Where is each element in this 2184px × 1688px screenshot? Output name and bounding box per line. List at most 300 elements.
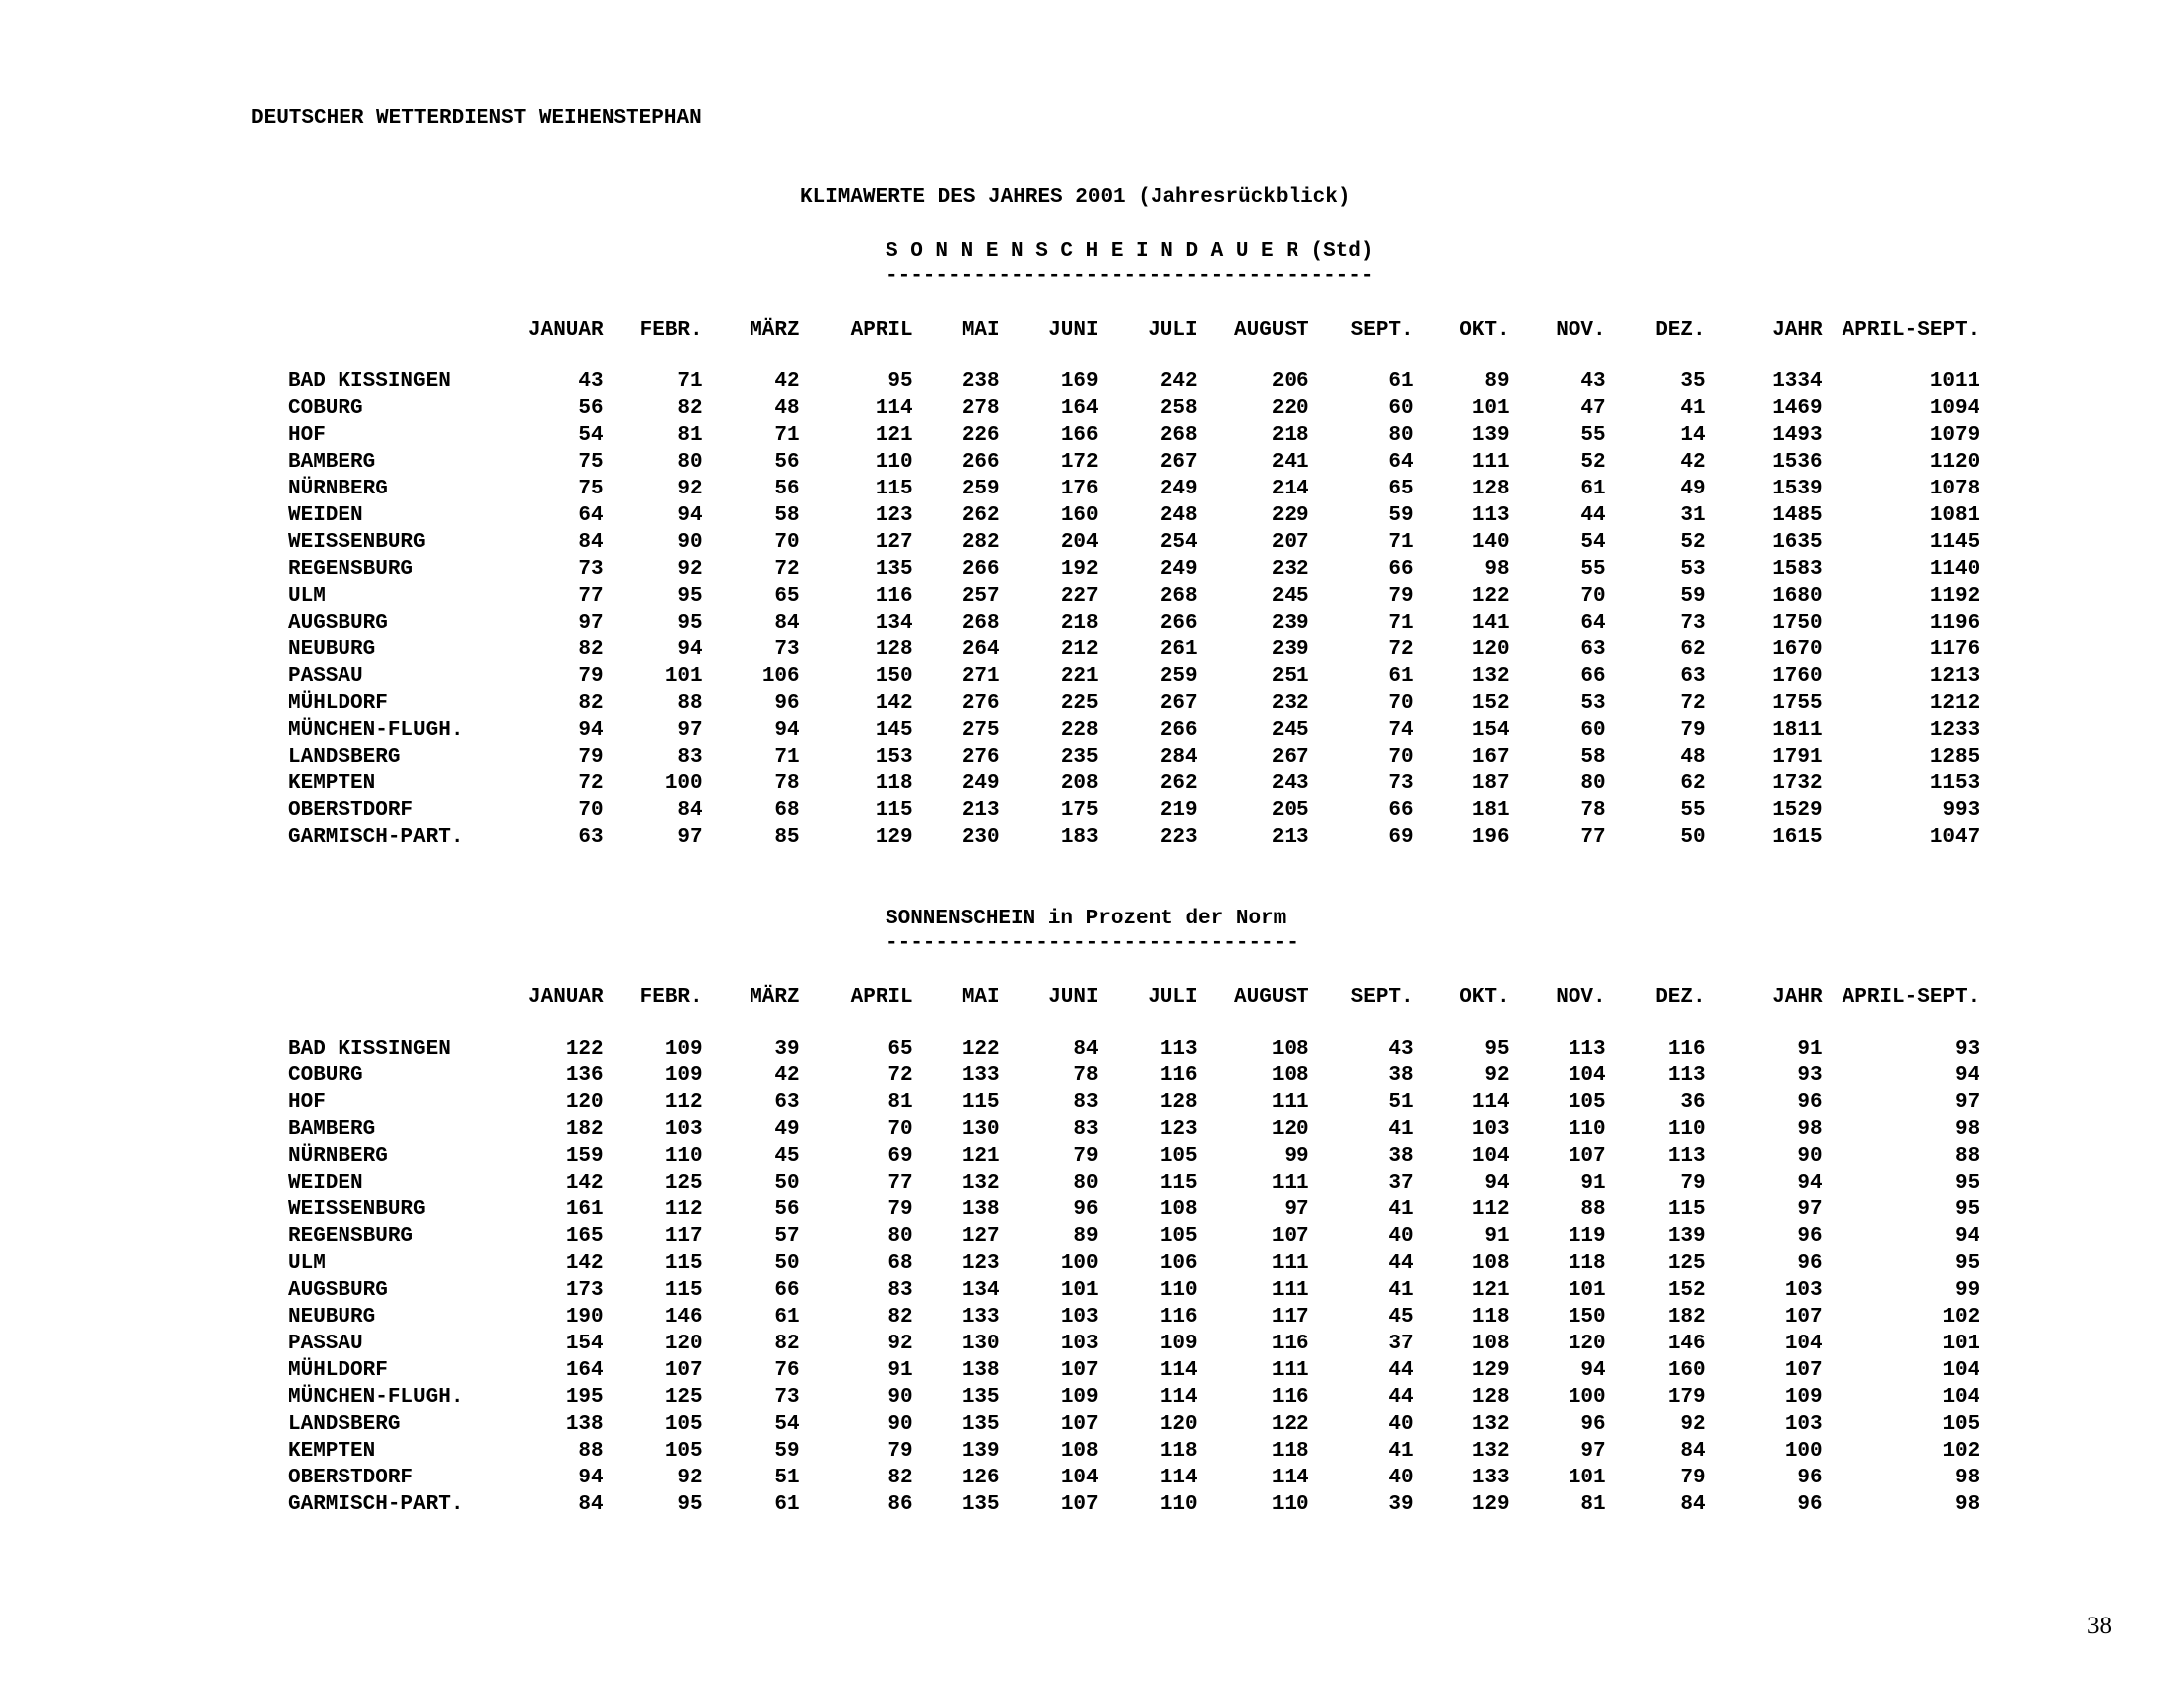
- table-cell: 113: [1667, 1064, 1706, 1087]
- table-cell: 116: [1271, 1333, 1309, 1355]
- table-cell: 122: [565, 1038, 604, 1060]
- table-cell: 55: [1580, 558, 1606, 581]
- table-cell: 95: [677, 585, 703, 608]
- table-cell: 50: [1680, 826, 1706, 849]
- table-cell: 187: [1471, 773, 1510, 795]
- table-cell: 64: [1580, 612, 1606, 634]
- table-cell: 164: [565, 1359, 604, 1382]
- table-cell: 88: [578, 1440, 604, 1463]
- table-cell: 249: [1160, 478, 1198, 500]
- table-row: [288, 663, 1979, 690]
- table-cell: 115: [1667, 1198, 1706, 1221]
- table-cell: 110: [1271, 1493, 1309, 1516]
- table-cell: 100: [1784, 1440, 1823, 1463]
- table-cell: 76: [774, 1359, 800, 1382]
- table-cell: 221: [1060, 665, 1099, 688]
- table-cell: 1539: [1772, 478, 1823, 500]
- table-cell: 1529: [1772, 799, 1823, 822]
- table-cell: 120: [565, 1091, 604, 1114]
- table-cell: 993: [1942, 799, 1980, 822]
- table-cell: 120: [1271, 1118, 1309, 1141]
- table-cell: 82: [774, 1333, 800, 1355]
- table-cell: 115: [875, 478, 913, 500]
- table-cell: 113: [1160, 1038, 1198, 1060]
- table-cell: 51: [1388, 1091, 1414, 1114]
- table-cell: 181: [1471, 799, 1510, 822]
- table-cell: 97: [1797, 1198, 1823, 1221]
- table-cell: 53: [1580, 692, 1606, 715]
- table-cell: 136: [565, 1064, 604, 1087]
- table-cell: 90: [887, 1386, 913, 1409]
- table-cell: 95: [677, 1493, 703, 1516]
- table-cell: 1811: [1772, 719, 1823, 742]
- table-row: [288, 1089, 1979, 1116]
- table-row: [288, 529, 1979, 556]
- table-cell: 232: [1271, 692, 1309, 715]
- table-cell: 96: [1797, 1091, 1823, 1114]
- station-name: WEISSENBURG: [288, 1198, 426, 1221]
- column-header: OKT.: [1459, 986, 1510, 1009]
- table-cell: 259: [1160, 665, 1198, 688]
- column-header: SEPT.: [1350, 319, 1414, 342]
- table-row: [288, 395, 1979, 422]
- table-cell: 138: [961, 1359, 1000, 1382]
- table-cell: 150: [1568, 1306, 1606, 1329]
- table-row: [288, 797, 1979, 824]
- table-cell: 150: [875, 665, 913, 688]
- station-name: AUGSBURG: [288, 612, 388, 634]
- table-cell: 91: [1484, 1225, 1510, 1248]
- station-name: BAD KISSINGEN: [288, 1038, 451, 1060]
- table-cell: 54: [1580, 531, 1606, 554]
- table-cell: 249: [961, 773, 1000, 795]
- table-cell: 65: [887, 1038, 913, 1060]
- table-cell: 1536: [1772, 451, 1823, 474]
- table-cell: 37: [1388, 1333, 1414, 1355]
- table-cell: 51: [774, 1467, 800, 1489]
- table-cell: 111: [1271, 1279, 1309, 1302]
- table-cell: 77: [1580, 826, 1606, 849]
- table-cell: 39: [1388, 1493, 1414, 1516]
- table-cell: 112: [664, 1091, 703, 1114]
- table-cell: 111: [1471, 451, 1510, 474]
- table-cell: 259: [961, 478, 1000, 500]
- table-row: [288, 502, 1979, 529]
- table-cell: 109: [664, 1064, 703, 1087]
- station-name: BAD KISSINGEN: [288, 370, 451, 393]
- table-cell: 79: [1680, 719, 1706, 742]
- table-cell: 70: [1388, 746, 1414, 769]
- table-cell: 70: [774, 531, 800, 554]
- station-name: LANDSBERG: [288, 1413, 401, 1436]
- table-cell: 116: [1160, 1306, 1198, 1329]
- table-cell: 42: [1680, 451, 1706, 474]
- column-header: AUGUST: [1234, 319, 1309, 342]
- table-cell: 122: [961, 1038, 1000, 1060]
- table-cell: 108: [1060, 1440, 1099, 1463]
- table-cell: 71: [1388, 612, 1414, 634]
- table-cell: 73: [578, 558, 604, 581]
- table-cell: 218: [1271, 424, 1309, 447]
- table-cell: 130: [961, 1118, 1000, 1141]
- table-cell: 128: [875, 638, 913, 661]
- table-cell: 262: [1160, 773, 1198, 795]
- table-row: [288, 636, 1979, 663]
- table-cell: 101: [664, 665, 703, 688]
- table-cell: 141: [1471, 612, 1510, 634]
- table-cell: 109: [1784, 1386, 1823, 1409]
- table-cell: 104: [1784, 1333, 1823, 1355]
- table-cell: 89: [1484, 370, 1510, 393]
- table-cell: 59: [1388, 504, 1414, 527]
- table-cell: 115: [875, 799, 913, 822]
- table-cell: 60: [1388, 397, 1414, 420]
- table-cell: 110: [1568, 1118, 1606, 1141]
- table-cell: 111: [1271, 1091, 1309, 1114]
- table-row: [288, 1304, 1979, 1331]
- table-cell: 84: [1073, 1038, 1099, 1060]
- table-cell: 109: [664, 1038, 703, 1060]
- table-cell: 146: [1667, 1333, 1706, 1355]
- table-cell: 84: [1680, 1440, 1706, 1463]
- table-cell: 119: [1568, 1225, 1606, 1248]
- table-cell: 264: [961, 638, 1000, 661]
- table-cell: 109: [1160, 1333, 1198, 1355]
- table-cell: 208: [1060, 773, 1099, 795]
- table-cell: 271: [961, 665, 1000, 688]
- table-cell: 232: [1271, 558, 1309, 581]
- table-cell: 117: [664, 1225, 703, 1248]
- table-cell: 1192: [1929, 585, 1980, 608]
- table-cell: 94: [578, 1467, 604, 1489]
- table-cell: 82: [578, 638, 604, 661]
- table-cell: 90: [887, 1413, 913, 1436]
- column-header: APRIL-SEPT.: [1842, 986, 1980, 1009]
- table-cell: 103: [1060, 1306, 1099, 1329]
- table-cell: 227: [1060, 585, 1099, 608]
- table-cell: 45: [1388, 1306, 1414, 1329]
- table-cell: 118: [875, 773, 913, 795]
- table-cell: 69: [887, 1145, 913, 1168]
- table-row: [288, 1196, 1979, 1223]
- table-cell: 43: [1388, 1038, 1414, 1060]
- station-name: KEMPTEN: [288, 773, 376, 795]
- table-cell: 80: [1580, 773, 1606, 795]
- table-cell: 54: [774, 1413, 800, 1436]
- table-row: [288, 422, 1979, 449]
- table-cell: 238: [961, 370, 1000, 393]
- table-cell: 225: [1060, 692, 1099, 715]
- table-cell: 129: [875, 826, 913, 849]
- table-cell: 154: [565, 1333, 604, 1355]
- table-cell: 104: [1471, 1145, 1510, 1168]
- table-cell: 205: [1271, 799, 1309, 822]
- table-cell: 61: [1388, 370, 1414, 393]
- table-cell: 1233: [1929, 719, 1980, 742]
- table-cell: 44: [1388, 1359, 1414, 1382]
- table-cell: 152: [1471, 692, 1510, 715]
- table-cell: 138: [961, 1198, 1000, 1221]
- table-cell: 1680: [1772, 585, 1823, 608]
- table-cell: 98: [1955, 1467, 1980, 1489]
- station-name: BAMBERG: [288, 451, 376, 474]
- table-cell: 61: [774, 1493, 800, 1516]
- table-cell: 103: [1060, 1333, 1099, 1355]
- table-cell: 1212: [1929, 692, 1980, 715]
- table-cell: 118: [1271, 1440, 1309, 1463]
- table-cell: 106: [1160, 1252, 1198, 1275]
- station-name: NÜRNBERG: [288, 478, 388, 500]
- table-cell: 120: [664, 1333, 703, 1355]
- section-title-sunshine-hours: S O N N E N S C H E I N D A U E R (Std): [886, 240, 1374, 263]
- table-cell: 102: [1942, 1306, 1980, 1329]
- station-name: MÜNCHEN-FLUGH.: [288, 719, 464, 742]
- table-cell: 1176: [1929, 638, 1980, 661]
- column-header: JUNI: [1048, 986, 1099, 1009]
- table-cell: 68: [774, 799, 800, 822]
- table-cell: 72: [774, 558, 800, 581]
- table-cell: 130: [961, 1333, 1000, 1355]
- table-cell: 122: [1271, 1413, 1309, 1436]
- table-cell: 183: [1060, 826, 1099, 849]
- table-cell: 41: [1388, 1440, 1414, 1463]
- column-header: NOV.: [1556, 986, 1606, 1009]
- table-cell: 179: [1667, 1386, 1706, 1409]
- table-cell: 125: [1667, 1252, 1706, 1275]
- table-cell: 142: [565, 1172, 604, 1195]
- table-cell: 1285: [1929, 746, 1980, 769]
- table-cell: 115: [1160, 1172, 1198, 1195]
- table-cell: 239: [1271, 612, 1309, 634]
- table-cell: 121: [961, 1145, 1000, 1168]
- table-cell: 128: [1160, 1091, 1198, 1114]
- table-cell: 132: [961, 1172, 1000, 1195]
- table-cell: 84: [774, 612, 800, 634]
- station-name: HOF: [288, 424, 326, 447]
- table-row: [288, 1491, 1979, 1518]
- table-cell: 96: [1797, 1252, 1823, 1275]
- table-cell: 107: [1271, 1225, 1309, 1248]
- table-cell: 105: [1568, 1091, 1606, 1114]
- table-cell: 229: [1271, 504, 1309, 527]
- table-cell: 106: [761, 665, 800, 688]
- table-row: [288, 744, 1979, 771]
- table-cell: 139: [961, 1440, 1000, 1463]
- column-header: FEBR.: [639, 319, 703, 342]
- table-cell: 56: [774, 451, 800, 474]
- table-cell: 267: [1271, 746, 1309, 769]
- table-cell: 94: [578, 719, 604, 742]
- table-cell: 101: [1568, 1467, 1606, 1489]
- sunshine-percent-table: [288, 984, 1979, 1518]
- table-cell: 44: [1388, 1252, 1414, 1275]
- station-name: GARMISCH-PART.: [288, 826, 464, 849]
- table-cell: 97: [1284, 1198, 1309, 1221]
- table-cell: 108: [1271, 1038, 1309, 1060]
- table-cell: 79: [578, 665, 604, 688]
- table-cell: 58: [774, 504, 800, 527]
- column-header: DEZ.: [1655, 319, 1706, 342]
- table-cell: 110: [1160, 1279, 1198, 1302]
- table-cell: 172: [1060, 451, 1099, 474]
- table-cell: 1078: [1929, 478, 1980, 500]
- station-name: COBURG: [288, 1064, 363, 1087]
- table-cell: 14: [1680, 424, 1706, 447]
- table-cell: 118: [1160, 1440, 1198, 1463]
- table-cell: 153: [875, 746, 913, 769]
- table-cell: 138: [565, 1413, 604, 1436]
- table-cell: 57: [774, 1225, 800, 1248]
- table-cell: 195: [565, 1386, 604, 1409]
- table-cell: 101: [1471, 397, 1510, 420]
- table-cell: 257: [961, 585, 1000, 608]
- table-cell: 38: [1388, 1145, 1414, 1168]
- section-title-sunshine-percent: SONNENSCHEIN in Prozent der Norm: [886, 908, 1287, 930]
- table-cell: 104: [1942, 1359, 1980, 1382]
- table-cell: 114: [1160, 1467, 1198, 1489]
- table-cell: 165: [565, 1225, 604, 1248]
- table-cell: 254: [1160, 531, 1198, 554]
- table-cell: 82: [677, 397, 703, 420]
- table-cell: 110: [664, 1145, 703, 1168]
- table-row: [288, 610, 1979, 636]
- table-cell: 152: [1667, 1279, 1706, 1302]
- table-cell: 52: [1580, 451, 1606, 474]
- table-cell: 1140: [1929, 558, 1980, 581]
- table-cell: 79: [1680, 1172, 1706, 1195]
- table-cell: 73: [1388, 773, 1414, 795]
- table-cell: 284: [1160, 746, 1198, 769]
- table-cell: 241: [1271, 451, 1309, 474]
- table-cell: 75: [578, 478, 604, 500]
- table-cell: 45: [774, 1145, 800, 1168]
- table-cell: 48: [1680, 746, 1706, 769]
- table-cell: 92: [677, 478, 703, 500]
- table-cell: 72: [1388, 638, 1414, 661]
- table-cell: 37: [1388, 1172, 1414, 1195]
- table-cell: 73: [774, 638, 800, 661]
- table-cell: 82: [887, 1306, 913, 1329]
- table-cell: 127: [875, 531, 913, 554]
- table-cell: 160: [1060, 504, 1099, 527]
- table-cell: 64: [578, 504, 604, 527]
- station-name: NEUBURG: [288, 1306, 376, 1329]
- table-cell: 230: [961, 826, 1000, 849]
- table-cell: 1196: [1929, 612, 1980, 634]
- table-cell: 116: [1271, 1386, 1309, 1409]
- table-cell: 70: [578, 799, 604, 822]
- table-cell: 135: [875, 558, 913, 581]
- table-cell: 88: [677, 692, 703, 715]
- table-cell: 112: [1471, 1198, 1510, 1221]
- table-cell: 50: [774, 1172, 800, 1195]
- table-cell: 1791: [1772, 746, 1823, 769]
- table-cell: 31: [1680, 504, 1706, 527]
- table-cell: 101: [1060, 1279, 1099, 1302]
- table-cell: 135: [961, 1386, 1000, 1409]
- table-cell: 132: [1471, 665, 1510, 688]
- table-row: [288, 368, 1979, 395]
- table-cell: 266: [961, 451, 1000, 474]
- column-header: OKT.: [1459, 319, 1510, 342]
- table-row: [288, 717, 1979, 744]
- table-cell: 242: [1160, 370, 1198, 393]
- table-cell: 71: [1388, 531, 1414, 554]
- table-cell: 104: [1568, 1064, 1606, 1087]
- table-cell: 129: [1471, 1493, 1510, 1516]
- station-name: REGENSBURG: [288, 1225, 414, 1248]
- table-cell: 97: [578, 612, 604, 634]
- table-cell: 176: [1060, 478, 1099, 500]
- table-cell: 49: [1680, 478, 1706, 500]
- table-cell: 79: [887, 1440, 913, 1463]
- table-cell: 116: [1160, 1064, 1198, 1087]
- table-cell: 182: [565, 1118, 604, 1141]
- table-row: [288, 556, 1979, 583]
- table-cell: 267: [1160, 692, 1198, 715]
- table-cell: 83: [1073, 1118, 1099, 1141]
- table-cell: 114: [1271, 1467, 1309, 1489]
- table-cell: 1485: [1772, 504, 1823, 527]
- station-name: NEUBURG: [288, 638, 376, 661]
- table-cell: 213: [961, 799, 1000, 822]
- page-number: 38: [2087, 1613, 2112, 1639]
- table-cell: 96: [1797, 1493, 1823, 1516]
- table-cell: 102: [1942, 1440, 1980, 1463]
- table-row: [288, 771, 1979, 797]
- column-header: APRIL-SEPT.: [1842, 319, 1980, 342]
- table-cell: 94: [677, 638, 703, 661]
- table-cell: 1755: [1772, 692, 1823, 715]
- station-name: MÜHLDORF: [288, 692, 388, 715]
- table-cell: 1732: [1772, 773, 1823, 795]
- table-cell: 99: [1284, 1145, 1309, 1168]
- table-cell: 95: [677, 612, 703, 634]
- table-cell: 214: [1271, 478, 1309, 500]
- station-name: WEISSENBURG: [288, 531, 426, 554]
- table-cell: 125: [664, 1386, 703, 1409]
- table-cell: 83: [677, 746, 703, 769]
- station-header-blank: [288, 317, 528, 368]
- station-name: WEIDEN: [288, 504, 363, 527]
- table-cell: 38: [1388, 1064, 1414, 1087]
- table-cell: 1081: [1929, 504, 1980, 527]
- table-cell: 80: [1073, 1172, 1099, 1195]
- table-cell: 120: [1160, 1413, 1198, 1436]
- table-cell: 116: [1667, 1038, 1706, 1060]
- table-cell: 109: [1060, 1386, 1099, 1409]
- table-cell: 91: [887, 1359, 913, 1382]
- table-cell: 107: [1784, 1306, 1823, 1329]
- table-cell: 282: [961, 531, 1000, 554]
- table-cell: 39: [774, 1038, 800, 1060]
- table-cell: 266: [1160, 719, 1198, 742]
- station-header-blank: [288, 984, 528, 1036]
- table-cell: 70: [887, 1118, 913, 1141]
- table-cell: 71: [677, 370, 703, 393]
- table-cell: 72: [578, 773, 604, 795]
- table-cell: 95: [1955, 1172, 1980, 1195]
- table-cell: 85: [774, 826, 800, 849]
- table-cell: 117: [1271, 1306, 1309, 1329]
- table-cell: 96: [1580, 1413, 1606, 1436]
- table-cell: 94: [1955, 1064, 1980, 1087]
- table-cell: 120: [1568, 1333, 1606, 1355]
- table-cell: 115: [664, 1279, 703, 1302]
- table-cell: 111: [1271, 1172, 1309, 1195]
- table-cell: 108: [1471, 1333, 1510, 1355]
- table-cell: 128: [1471, 478, 1510, 500]
